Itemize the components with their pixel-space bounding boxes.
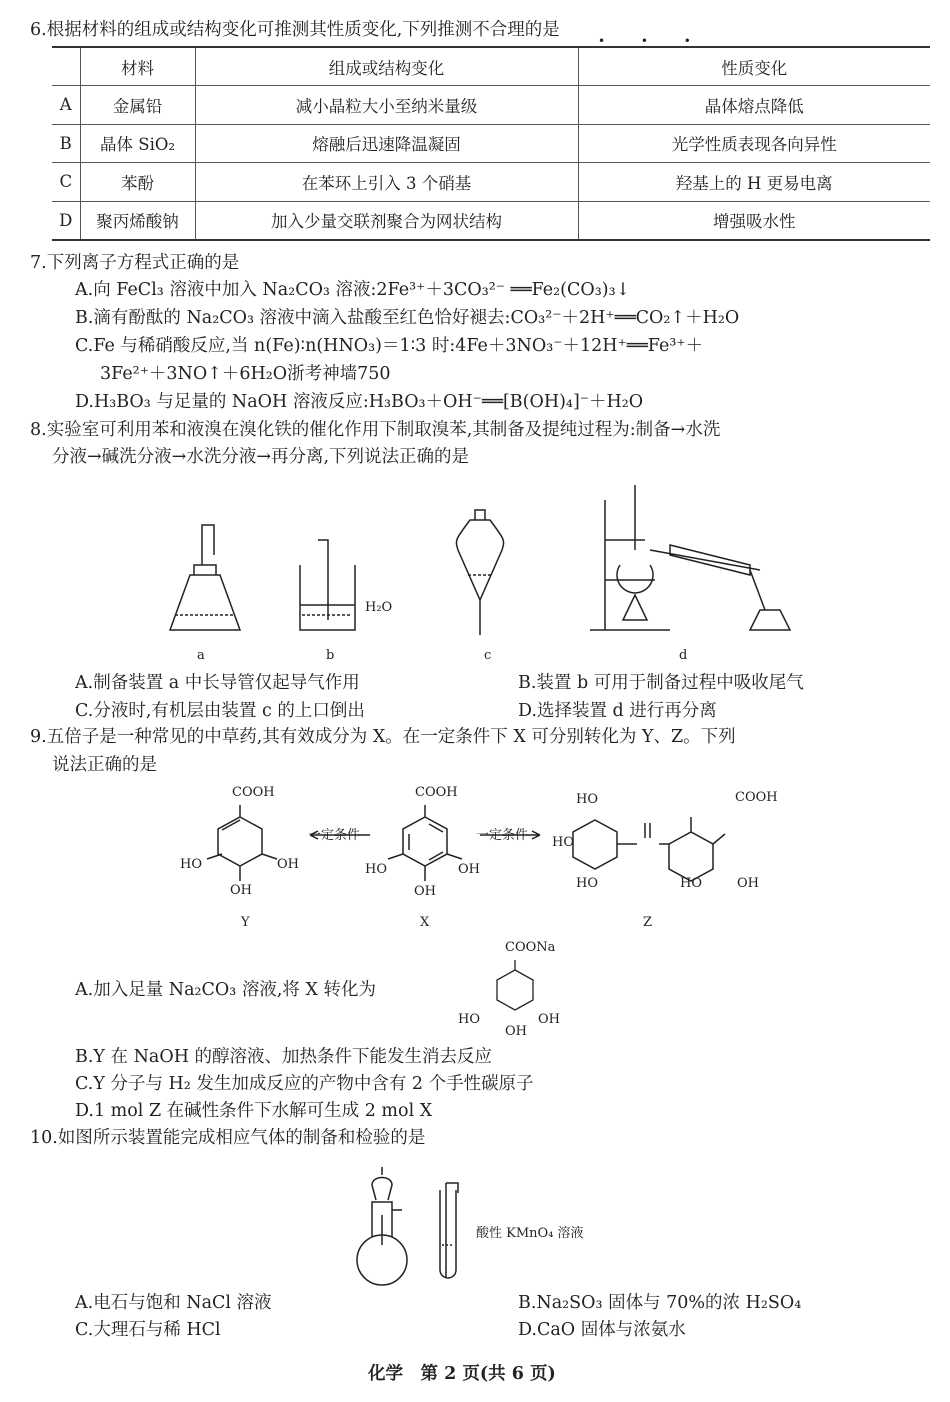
q8-option-d: D.选择装置 d 进行再分离 bbox=[518, 701, 717, 721]
q7-stem: 7.下列离子方程式正确的是 bbox=[30, 253, 240, 273]
label-y: Y bbox=[241, 915, 250, 930]
figure-label-b: b bbox=[326, 648, 335, 663]
q6-stem: 6.根据材料的组成或结构变化可推测其性质变化,下列推测不合理的是 bbox=[30, 20, 560, 40]
cell: 晶体 SiO₂ bbox=[80, 124, 195, 163]
q10-option-d: D.CaO 固体与浓氨水 bbox=[518, 1320, 686, 1340]
y-ho: HO bbox=[180, 857, 202, 872]
cell: D bbox=[52, 201, 80, 240]
page-footer: 化学 第 2 页(共 6 页) bbox=[368, 1364, 556, 1384]
q10-option-c: C.大理石与稀 HCl bbox=[75, 1320, 221, 1340]
q8-stem-cont: 分液→碱洗分液→水洗分液→再分离,下列说法正确的是 bbox=[52, 447, 470, 467]
q8-option-a: A.制备装置 a 中长导管仅起导气作用 bbox=[75, 673, 360, 693]
x-cooh: COOH bbox=[415, 785, 458, 800]
cond-left: 一定条件 bbox=[308, 828, 361, 843]
q10-stem: 10.如图所示装置能完成相应气体的制备和检验的是 bbox=[30, 1128, 426, 1148]
kmno4-label: 酸性 KMnO₄ 溶液 bbox=[476, 1226, 584, 1241]
label-x: X bbox=[420, 915, 430, 930]
z-ho2: HO bbox=[552, 835, 574, 850]
y-oh: OH bbox=[277, 857, 299, 872]
cell: 光学性质表现各向异性 bbox=[578, 124, 930, 163]
q7-option-a: A.向 FeCl₃ 溶液中加入 Na₂CO₃ 溶液:2Fe³⁺＋3CO₃²⁻ ══Fe₂(CO₃)₃↓ bbox=[75, 280, 631, 300]
q8-stem: 8.实验室可利用苯和液溴在溴化铁的催化作用下制取溴苯,其制备及提纯过程为:制备→水洗 bbox=[30, 420, 721, 440]
q10-option-a: A.电石与饱和 NaCl 溶液 bbox=[75, 1293, 272, 1313]
h2o-label: H₂O bbox=[365, 600, 393, 615]
salt-oh: OH bbox=[538, 1012, 560, 1027]
cell: 减小晶粒大小至纳米量级 bbox=[195, 86, 578, 125]
q7-option-c-cont: 3Fe²⁺＋3NO↑＋6H₂O浙考神墙750 bbox=[100, 364, 391, 384]
figure-label-a: a bbox=[197, 648, 205, 663]
cell: B bbox=[52, 124, 80, 163]
q8-option-c: C.分液时,有机层由装置 c 的上口倒出 bbox=[75, 701, 365, 721]
cell: A bbox=[52, 86, 80, 125]
emphasis-dots: • • • bbox=[598, 34, 707, 48]
molecule-structures bbox=[180, 790, 800, 900]
q9-stem: 9.五倍子是一种常见的中草药,其有效成分为 X。在一定条件下 X 可分别转化为 Y、Z。下列 bbox=[30, 727, 736, 747]
q9-option-a: A.加入足量 Na₂CO₃ 溶液,将 X 转化为 bbox=[75, 980, 376, 1000]
figure-label-c: c bbox=[484, 648, 492, 663]
cell: 聚丙烯酸钠 bbox=[80, 201, 195, 240]
cell: 增强吸水性 bbox=[578, 201, 930, 240]
q10-option-b: B.Na₂SO₃ 固体与 70%的浓 H₂SO₄ bbox=[518, 1293, 802, 1313]
q7-option-b: B.滴有酚酞的 Na₂CO₃ 溶液中滴入盐酸至红色恰好褪去:CO₃²⁻＋2H⁺══CO₂↑＋H₂O bbox=[75, 308, 740, 328]
cell: 熔融后迅速降温凝固 bbox=[195, 124, 578, 163]
cond-right: 一定条件 bbox=[476, 828, 529, 843]
table-row bbox=[52, 163, 930, 202]
z-ho3: HO bbox=[576, 876, 598, 891]
x-oh2: OH bbox=[414, 884, 436, 899]
q8-option-b: B.装置 b 可用于制备过程中吸收尾气 bbox=[518, 673, 804, 693]
salt-oh2: OH bbox=[505, 1024, 527, 1039]
q6-table bbox=[52, 46, 930, 241]
z-cooh: COOH bbox=[735, 790, 778, 805]
th: 材料 bbox=[80, 47, 195, 86]
th: 性质变化 bbox=[578, 47, 930, 86]
salt-ho: HO bbox=[458, 1012, 480, 1027]
cell: 苯酚 bbox=[80, 163, 195, 202]
q7-option-c: C.Fe 与稀硝酸反应,当 n(Fe)∶n(HNO₃)＝1∶3 时:4Fe＋3NO₃⁻＋12H⁺══Fe³⁺＋ bbox=[75, 336, 704, 356]
cell: 晶体熔点降低 bbox=[578, 86, 930, 125]
cell: 金属铅 bbox=[80, 86, 195, 125]
q9-stem-cont: 说法正确的是 bbox=[52, 755, 157, 775]
lab-apparatus-figure bbox=[150, 480, 810, 645]
figure-label-d: d bbox=[679, 648, 688, 663]
z-oh: OH bbox=[737, 876, 759, 891]
cell: 羟基上的 H 更易电离 bbox=[578, 163, 930, 202]
y-cooh: COOH bbox=[232, 785, 275, 800]
table-row bbox=[52, 86, 930, 125]
table-row bbox=[52, 201, 930, 240]
cell: C bbox=[52, 163, 80, 202]
y-oh2: OH bbox=[230, 883, 252, 898]
z-ho: HO bbox=[576, 792, 598, 807]
label-z: Z bbox=[643, 915, 653, 930]
th: 组成或结构变化 bbox=[195, 47, 578, 86]
coona-label: COONa bbox=[505, 940, 556, 955]
x-ho: HO bbox=[365, 862, 387, 877]
q9-option-d: D.1 mol Z 在碱性条件下水解可生成 2 mol X bbox=[75, 1101, 433, 1121]
th bbox=[52, 47, 80, 86]
x-oh: OH bbox=[458, 862, 480, 877]
q7-option-d: D.H₃BO₃ 与足量的 NaOH 溶液反应:H₃BO₃＋OH⁻══[B(OH)₄]⁻＋H₂O bbox=[75, 392, 644, 412]
cell: 加入少量交联剂聚合为网状结构 bbox=[195, 201, 578, 240]
z-ho4: HO bbox=[680, 876, 702, 891]
q9-option-b: B.Y 在 NaOH 的醇溶液、加热条件下能发生消去反应 bbox=[75, 1047, 493, 1067]
q9-option-c: C.Y 分子与 H₂ 发生加成反应的产物中含有 2 个手性碳原子 bbox=[75, 1074, 534, 1094]
cell: 在苯环上引入 3 个硝基 bbox=[195, 163, 578, 202]
table-row bbox=[52, 124, 930, 163]
